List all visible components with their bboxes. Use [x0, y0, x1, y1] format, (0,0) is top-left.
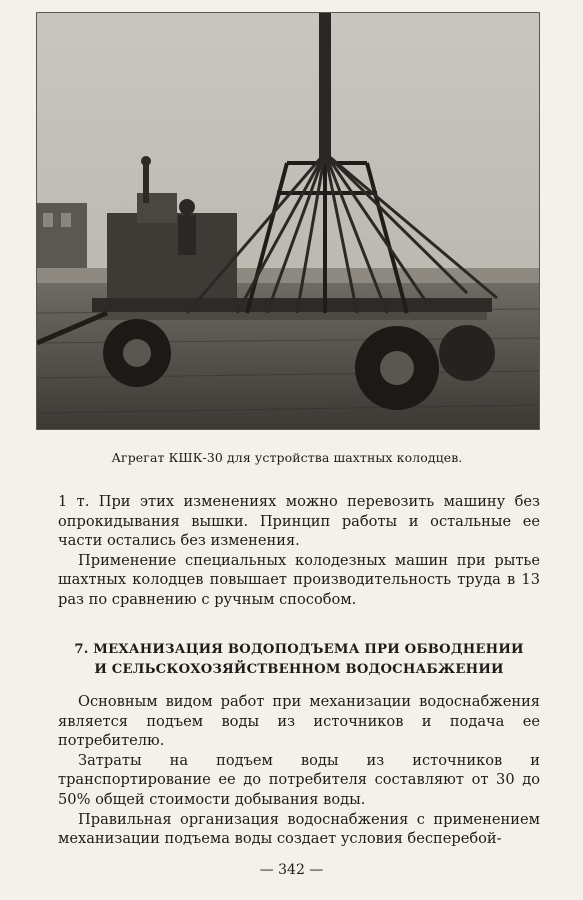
- paragraph: Применение специальных колодезных машин при рытье шахтных колодцев повышает производительность труда в 13 раз по сравнению с ручным способом.: [58, 551, 540, 608]
- section-heading-line: 7. МЕХАНИЗАЦИЯ ВОДОПОДЪЕМА ПРИ ОБВОДНЕНИИ: [74, 642, 524, 657]
- section-heading: [58, 640, 540, 679]
- paragraph: Затраты на подъем воды из источников и транспортирование ее до потребителя составляют от 30 до 50% общей стоимости добывания воды.: [58, 751, 540, 808]
- body-text-bottom: [58, 692, 540, 849]
- section-heading-line: И СЕЛЬСКОХОЗЯЙСТВЕННОМ ВОДОСНАБЖЕНИИ: [94, 661, 504, 677]
- drilling-rig-illustration: [37, 13, 539, 429]
- figure-caption: Агрегат КШК-30 для устройства шахтных колодцев.: [111, 450, 463, 465]
- drilling-rig-photo: [36, 12, 540, 430]
- paragraph: Правильная организация водоснабжения с применением механизации подъема воды создает условия бесперебой-: [58, 810, 540, 848]
- paragraph: 1 т. При этих изменениях можно перевозить машину без опрокидывания вышки. Принцип работы и остальные ее части остались без изменения.: [58, 493, 540, 550]
- page-number: — 342 —: [259, 862, 324, 878]
- paragraph: Основным видом работ при механизации водоснабжения является подъем воды из источников и подача ее потребителю.: [58, 693, 540, 750]
- body-text-top: [58, 492, 540, 610]
